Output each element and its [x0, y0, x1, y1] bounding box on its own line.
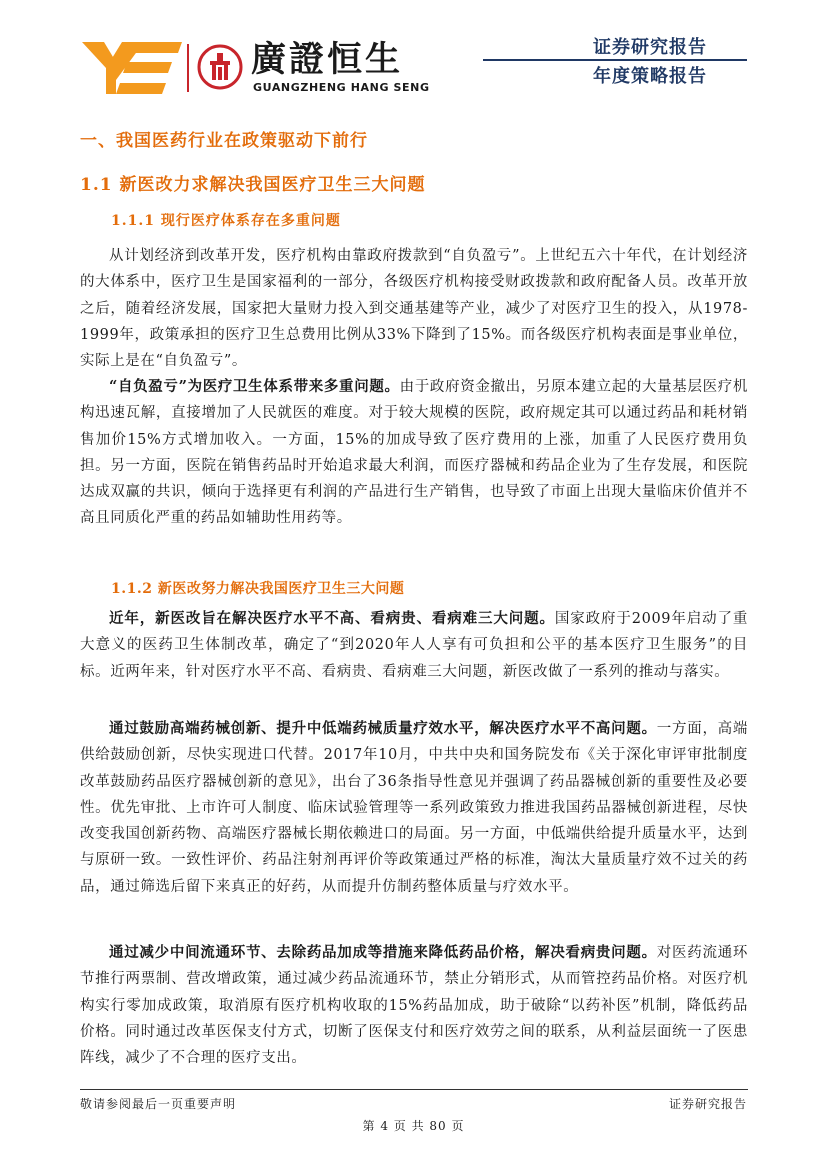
- ye-logo-icon: [82, 40, 182, 96]
- paragraph-2-body: 由于政府资金撤出，另原本建立起的大量基层医疗机构迅速瓦解，直接增加了人民就医的难度。对于较大规模的医院，政府规定其可以通过药品和耗材销售加价15%方式增加收入。一方面，15%的加成导致了医疗费用的上涨，加重了人民医疗费用负担。另一方面，医院在销售药品时开始追求最大利润，而医疗器械和药品企业为了生存发展，和医院达成双赢的共识，倾向于选择更有利润的产品进行生产销售，也导致了市面上出现大量临床价值并不高且同质化严重的药品如辅助性用药等。: [80, 379, 748, 527]
- section-heading-1-1-1: 1.1.1 现行医疗体系存在多重问题: [111, 213, 341, 229]
- header-divider: [483, 59, 747, 61]
- paragraph-2-lead: “自负盈亏”为医疗卫生体系带来多重问题。: [109, 378, 400, 395]
- paragraph-3-body: 国家政府于2009年启动了重大意义的医药卫生体制改革，确定了“到2020年人人享有可负担和公平的基本医疗卫生服务”的目标。近两年来，针对医疗水平不高、看病贵、看病难三大问题，新医改做了一系列的推动与落实。: [80, 611, 748, 680]
- logo-english-name: GUANGZHENG HANG SENG: [253, 81, 430, 94]
- paragraph-3: [80, 606, 748, 685]
- page-header: [0, 0, 827, 110]
- report-type-label: 证券研究报告: [593, 37, 707, 58]
- seal-logo-icon: [197, 44, 243, 90]
- footer-report-label: 证券研究报告: [668, 1097, 747, 1111]
- footer-disclaimer: 敬请参阅最后一页重要声明: [80, 1097, 237, 1111]
- paragraph-4-lead: 通过鼓励高端药械创新、提升中低端药械质量疗效水平，解决医疗水平不高问题。: [109, 720, 657, 737]
- paragraph-5-lead: 通过减少中间流通环节、去除药品加成等措施来降低药品价格，解决看病贵问题。: [109, 944, 657, 961]
- logo-divider: [187, 44, 189, 92]
- paragraph-5-body: 对医药流通环节推行两票制、营改增政策，通过减少药品流通环节，禁止分销形式，从而管控药品价格。对医疗机构实行零加成政策，取消原有医疗机构收取的15%药品加成，助于破除“以药补医”机制，降低药品价格。同时通过改革医保支付方式，切断了医保支付和医疗效劳之间的联系，从利益层面统一了医患阵线，减少了不合理的医疗支出。: [80, 945, 748, 1067]
- section-heading-1: 一、我国医药行业在政策驱动下前行: [80, 131, 368, 151]
- paragraph-5: [80, 940, 748, 1071]
- report-subtype-label: 年度策略报告: [593, 66, 707, 87]
- footer-divider: [80, 1089, 748, 1090]
- paragraph-4-body: 一方面，高端供给鼓励创新，尽快实现进口代替。2017年10月，中共中央和国务院发布《关于深化审评审批制度改革鼓励药品医疗器械创新的意见》，出台了36条指导性意见并强调了药品器械创新的重要性及必要性。优先审批、上市许可人制度、临床试验管理等一系列政策致力推进我国药品器械创新进程，尽快改变我国创新药物、高端医疗器械长期依赖进口的局面。另一方面，中低端供给提升质量水平，达到与原研一致。一致性评价、药品注射剂再评价等政策通过严格的标准，淘汰大量质量疗效不过关的药品，通过筛选后留下来真正的好药，从而提升仿制药整体质量与疗效水平。: [80, 721, 748, 895]
- section-heading-1-1-2: 1.1.2 新医改努力解决我国医疗卫生三大问题: [111, 581, 405, 597]
- paragraph-3-lead: 近年，新医改旨在解决医疗水平不高、看病贵、看病难三大问题。: [109, 610, 555, 627]
- paragraph-1: 从计划经济到改革开发，医疗机构由靠政府拨款到“自负盈亏”。上世纪五六十年代，在计划经济的大体系中，医疗卫生是国家福利的一部分，各级医疗机构接受财政拨款和政府配备人员。改革开放之后，随着经济发展，国家把大量财力投入到交通基建等产业，减少了对医疗卫生的投入，从1978-1999年，政策承担的医疗卫生总费用比例从33%下降到了15%。而各级医疗机构表面是事业单位，实际上是在“自负盈亏”。: [80, 248, 748, 370]
- page-number: 第 4 页 共 80 页: [362, 1119, 465, 1133]
- section-heading-1-1: 1.1 新医改力求解决我国医疗卫生三大问题: [80, 175, 426, 195]
- paragraph-2: [80, 374, 748, 532]
- paragraph-4: [80, 716, 748, 900]
- logo-chinese-name: 廣證恒生: [251, 40, 404, 80]
